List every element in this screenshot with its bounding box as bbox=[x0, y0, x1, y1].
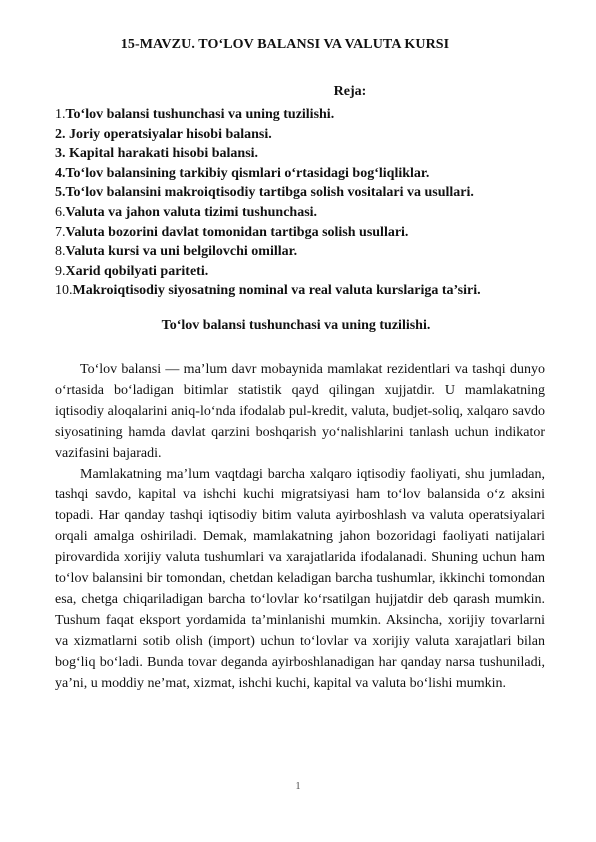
plan-item-number: 5. bbox=[55, 185, 66, 201]
plan-item bbox=[55, 144, 545, 164]
section-heading: To‘lov balansi tushunchasi va uning tuzilishi. bbox=[161, 318, 431, 333]
plan-item-text: To‘lov balansining tarkibiy qismlari o‘rtasidagi bog‘liqliklar. bbox=[65, 165, 430, 181]
plan-item-number: 8. bbox=[55, 244, 66, 260]
plan-item bbox=[55, 125, 545, 145]
plan-list bbox=[55, 105, 545, 301]
plan-item-text: To‘lov balansi tushunchasi va uning tuzilishi. bbox=[65, 107, 335, 122]
plan-item-text: Valuta kursi va uni belgilovchi omillar. bbox=[65, 244, 298, 260]
plan-item-text: Valuta va jahon valuta tizimi tushunchasi. bbox=[65, 204, 318, 220]
page-number: 1 bbox=[295, 781, 301, 792]
plan-item-number: 1. bbox=[55, 107, 66, 122]
plan-item-text: Kapital harakati hisobi balansi. bbox=[69, 146, 259, 162]
paragraph: To‘lov balansi — ma’lum davr mobaynida mamlakat rezidentlari va tashqi dunyo o‘rtasida bo‘ladigan bitimlar statistik qayd qilingan xujjatdir. U mamlakatning iqtisodiy aloqalarini aniq-lo‘nda ifodalab pul-kredit, valuta, budjet-soliq, xalqaro savdo siyosatining hamda davlat qarzini boshqarish yo‘nalishlarini tanlash uchun indikator vazifasini bajaradi. bbox=[55, 362, 545, 461]
plan-item-text: Joriy operatsiyalar hisobi balansi. bbox=[69, 126, 272, 142]
document-title: 15-MAVZU. TO‘LOV BALANSI VA VALUTA KURSI bbox=[120, 37, 450, 52]
body-text bbox=[55, 360, 545, 695]
plan-item-text: Xarid qobilyati pariteti. bbox=[65, 263, 209, 279]
plan-item-number: 6. bbox=[55, 204, 66, 220]
plan-item-text: To‘lov balansini makroiqtisodiy tartibga solish vositalari va usullari. bbox=[65, 185, 474, 201]
plan-item bbox=[55, 223, 545, 243]
plan-item-number: 2. bbox=[55, 126, 69, 142]
paragraph: Mamlakatning ma’lum vaqtdagi barcha xalqaro iqtisodiy faoliyati, shu jumladan, tashqi savdo, kapital va ishchi kuchi migratsiyasi ham to‘lov balansida o‘z aksini topadi. Har qanday tashqi iqtisodiy bitim valuta ayirboshlash va valuta operatsiyalari orqali amalga oshiriladi. Demak, mamlakatning jahon bozoridagi faoliyati natijalari pirovardida xorijiy valuta tushumlari va xarajatlarida ifodalanadi. Shuning uchun ham to‘lov balansini bir tomondan, chetdan keladigan barcha tushumlar, ikkinchi tomondan esa, chetga chiqariladigan barcha to‘lovlar ko‘rsatilgan hujjatdir deb qarash mumkin. Tushum faqat eksport yordamida ta’minlanishi mumkin. Aksincha, xorijiy tovarlarni va xizmatlarni sotib olish (import) uchun to‘lovlar va xorijiy valuta xarajatlari bilan bog‘liq bo‘ladi. Bunda tovar deganda ayirboshlanadigan har qanday narsa tushuniladi, ya’ni, u moddiy ne’mat, xizmat, ishchi kuchi, kapital va valuta bo‘lishi mumkin. bbox=[55, 466, 545, 691]
plan-item bbox=[55, 105, 545, 125]
plan-item bbox=[55, 203, 545, 223]
plan-item bbox=[55, 281, 545, 301]
plan-item bbox=[55, 183, 545, 203]
plan-item-number: 7. bbox=[55, 224, 66, 240]
plan-item bbox=[55, 262, 545, 282]
plan-item-text: Valuta bozorini davlat tomonidan tartibga solish usullari. bbox=[65, 224, 409, 240]
plan-item bbox=[55, 242, 545, 262]
plan-item-number: 4. bbox=[55, 165, 66, 181]
plan-item bbox=[55, 164, 545, 184]
plan-item-number: 10. bbox=[55, 283, 73, 299]
plan-item-number: 3. bbox=[55, 146, 69, 162]
plan-item-text: Makroiqtisodiy siyosatning nominal va real valuta kurslariga ta’siri. bbox=[72, 283, 481, 299]
plan-item-number: 9. bbox=[55, 263, 66, 279]
plan-heading: Reja: bbox=[333, 84, 367, 99]
